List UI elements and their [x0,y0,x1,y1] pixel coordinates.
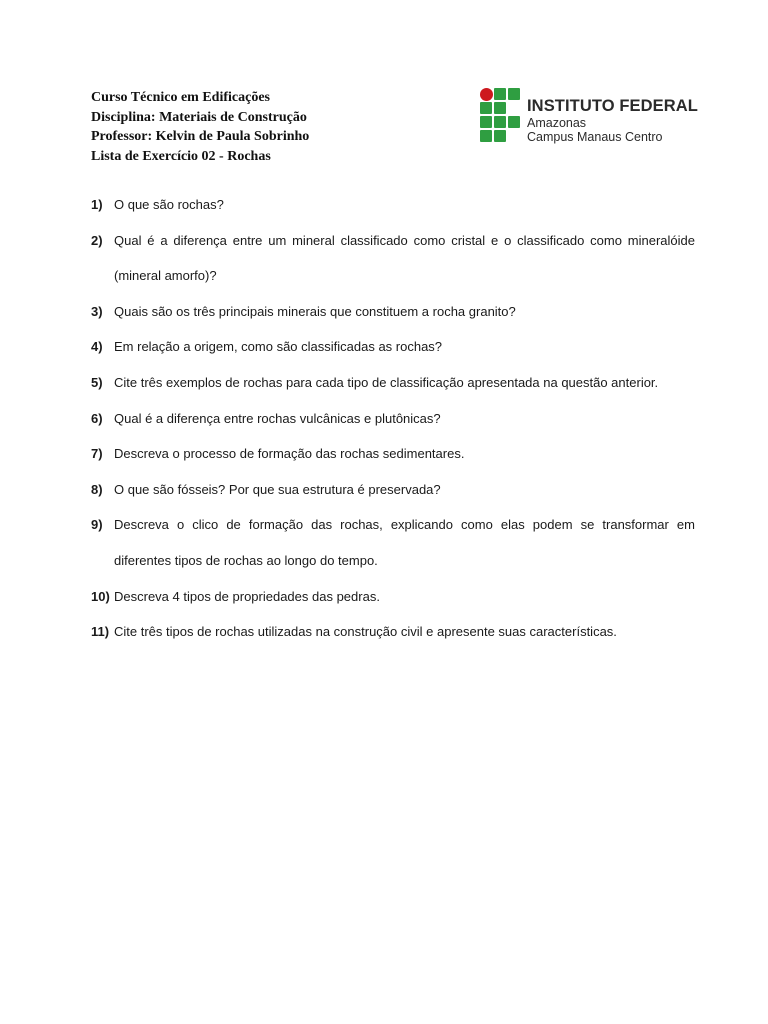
question-number: 5) [91,374,103,390]
question-item [91,223,695,294]
question-item [91,294,695,330]
question-text: Quais são os três principais minerais que constituem a rocha granito? [114,303,516,319]
question-text: Cite três tipos de rochas utilizadas na construção civil e apresente suas características. [114,624,617,640]
question-text: Cite três exemplos de rochas para cada tipo de classificação apresentada na questão anterior. [114,374,659,390]
question-text: Descreva o clico de formação das rochas, explicando como elas podem se transformar em diferentes tipos de rochas ao longo do tempo. [114,517,695,568]
question-item [91,329,695,365]
question-item [91,401,695,437]
document-header [91,88,309,166]
question-text: Qual é a diferença entre rochas vulcânicas e plutônicas? [114,410,441,426]
question-number: 3) [91,303,103,319]
question-text: Descreva 4 tipos de propriedades das pedras. [114,588,380,604]
question-item [91,187,695,223]
institute-logo [479,87,698,144]
question-text: Qual é a diferença entre um mineral classificado como cristal e o classificado como mineralóide (mineral amorfo)? [114,232,695,284]
logo-title: INSTITUTO FEDERAL [527,97,698,115]
question-number: 10) [91,588,110,604]
professor-line: Professor: Kelvin de Paula Sobrinho [91,129,310,144]
question-item [91,579,695,615]
logo-subtitle-state: Amazonas [527,116,587,130]
question-text: O que são rochas? [114,197,224,212]
logo-red-dot [480,88,493,101]
question-item [91,507,695,578]
logo-subtitle-campus: Campus Manaus Centro [527,130,663,144]
question-number: 11) [91,624,110,640]
exercise-list-title: Lista de Exercício 02 - Rochas [91,148,271,164]
question-number: 1) [91,197,103,212]
question-number: 2) [91,232,103,248]
question-text: Descreva o processo de formação das rochas sedimentares. [114,446,465,462]
question-number: 6) [91,410,103,426]
question-text: O que são fósseis? Por que sua estrutura é preservada? [114,481,441,497]
question-item [91,614,695,650]
discipline-line: Disciplina: Materiais de Construção [91,109,307,125]
question-number: 7) [91,446,103,462]
question-number: 9) [91,517,103,533]
question-item [91,365,695,401]
question-text: Em relação a origem, como são classificadas as rochas? [114,339,443,355]
question-number: 8) [91,481,103,497]
question-list [91,187,695,650]
question-item [91,436,695,472]
course-line: Curso Técnico em Edificações [91,90,270,105]
question-number: 4) [91,339,103,355]
question-item [91,472,695,508]
